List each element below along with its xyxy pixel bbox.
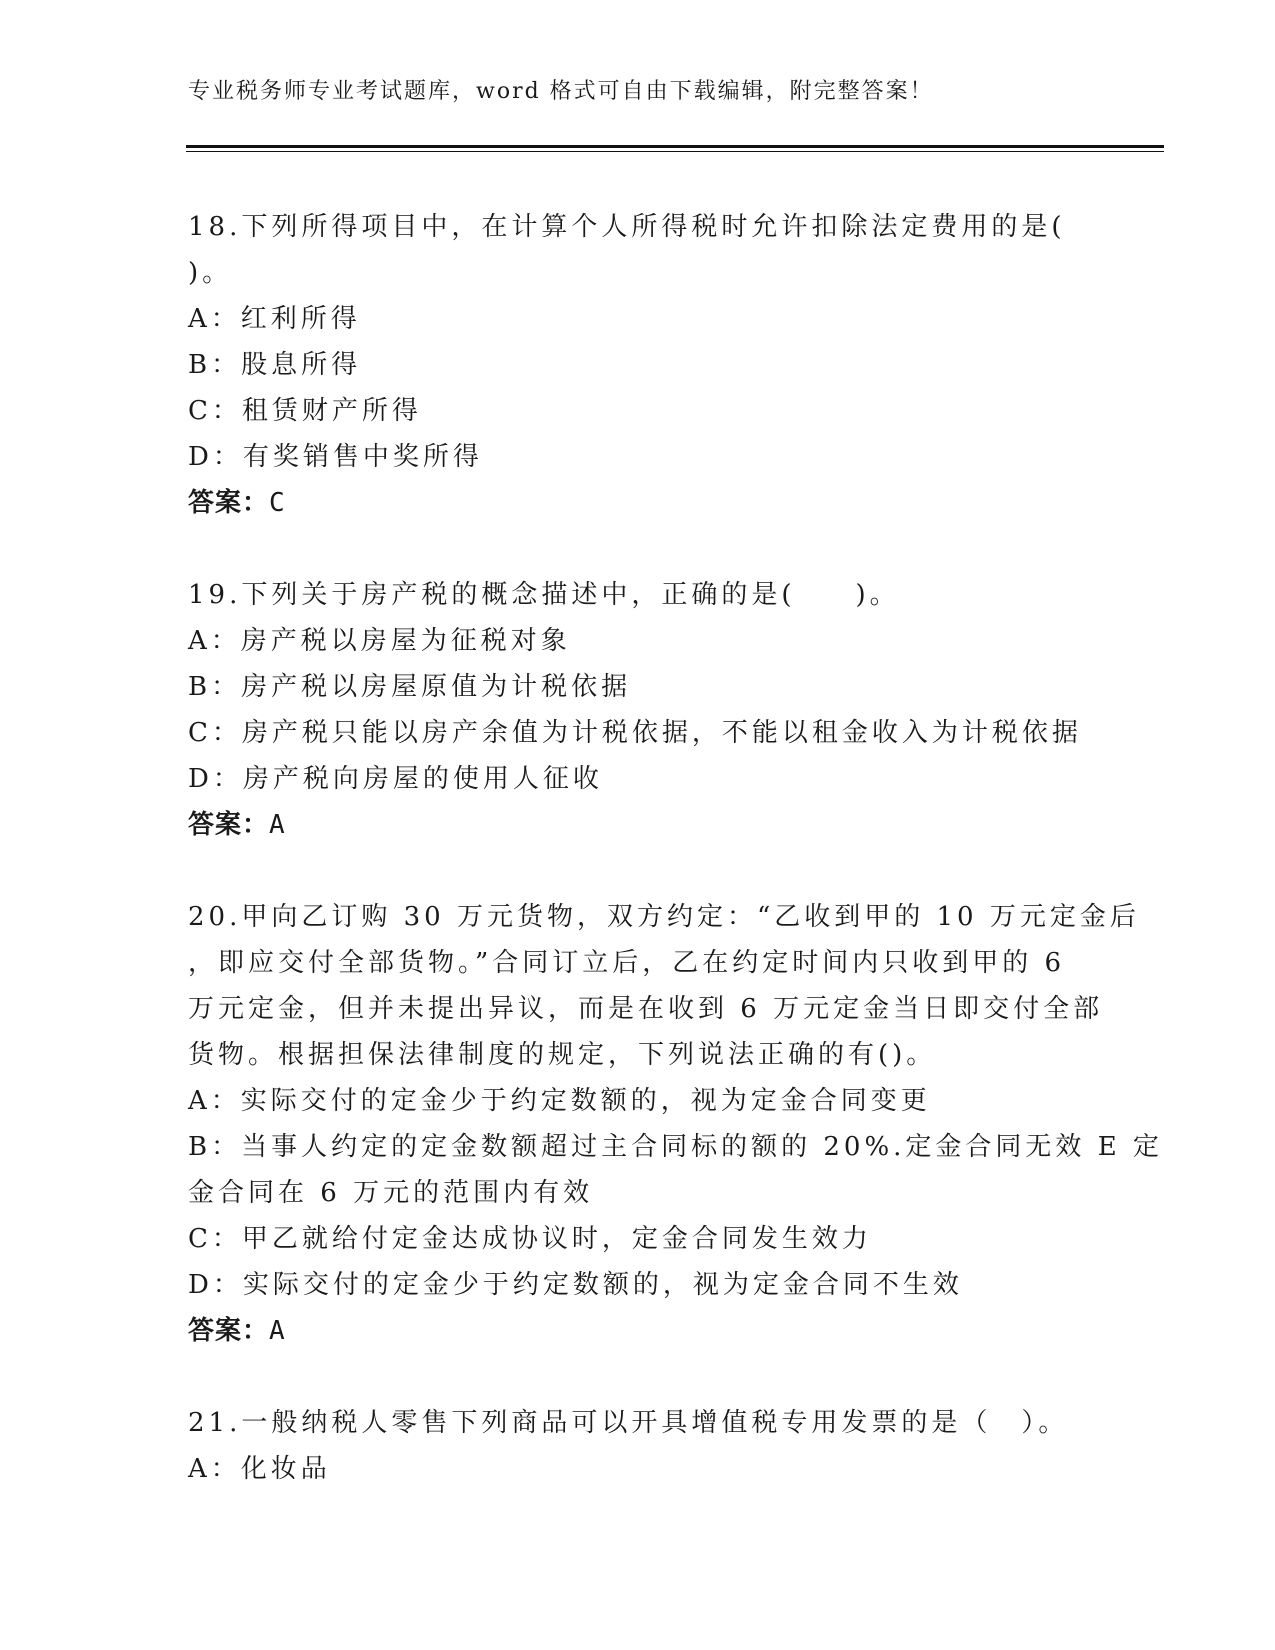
answer-value: C xyxy=(269,488,286,518)
question-text: ，即应交付全部货物。”合同订立后，乙在约定时间内只收到甲的 6 xyxy=(188,948,1066,978)
option-b: B：当事人约定的定金数额超过主合同标的额的 20%.定金合同无效 E 定 xyxy=(188,1132,1163,1162)
answer xyxy=(188,802,1088,848)
answer-label: 答案： xyxy=(188,1316,270,1346)
question-18 xyxy=(188,204,1088,526)
option-d: D：有奖销售中奖所得 xyxy=(188,442,483,472)
question-text: 货物。根据担保法律制度的规定，下列说法正确的有()。 xyxy=(188,1040,937,1070)
page-header: 专业税务师专业考试题库，word 格式可自由下载编辑，附完整答案！ xyxy=(188,79,934,104)
option-c: C：租赁财产所得 xyxy=(188,396,422,426)
answer-label: 答案： xyxy=(188,810,270,840)
option-d: D：实际交付的定金少于约定数额的，视为定金合同不生效 xyxy=(188,1270,963,1300)
answer-value: A xyxy=(269,1316,286,1346)
option-d: D：房产税向房屋的使用人征收 xyxy=(188,764,603,794)
question-list xyxy=(188,204,1163,1538)
option-b: B：股息所得 xyxy=(188,350,362,380)
question-text: 21.一般纳税人零售下列商品可以开具增值税专用发票的是（ ）。 xyxy=(188,1408,1069,1438)
answer xyxy=(188,1308,1088,1354)
answer-value: A xyxy=(269,810,286,840)
header-rule-thin xyxy=(186,151,1164,152)
question-text: 18.下列所得项目中，在计算个人所得税时允许扣除法定费用的是( xyxy=(188,212,1066,242)
question-text: )。 xyxy=(188,258,233,288)
option-c: C：房产税只能以房产余值为计税依据，不能以租金收入为计税依据 xyxy=(188,718,1082,748)
question-19 xyxy=(188,572,1088,848)
question-20 xyxy=(188,894,1163,1354)
option-a: A：红利所得 xyxy=(188,304,361,334)
option-b-continued: 金合同在 6 万元的范围内有效 xyxy=(188,1178,594,1208)
option-a: A：实际交付的定金少于约定数额的，视为定金合同变更 xyxy=(188,1086,931,1116)
answer xyxy=(188,480,1088,526)
question-21 xyxy=(188,1400,1088,1492)
answer-label: 答案： xyxy=(188,488,270,518)
question-text: 20.甲向乙订购 30 万元货物，双方约定：“乙收到甲的 10 万元定金后 xyxy=(188,902,1140,932)
option-a: A：房产税以房屋为征税对象 xyxy=(188,626,571,656)
option-c: C：甲乙就给付定金达成协议时，定金合同发生效力 xyxy=(188,1224,872,1254)
option-a: A：化妆品 xyxy=(188,1454,331,1484)
question-text: 万元定金，但并未提出异议，而是在收到 6 万元定金当日即交付全部 xyxy=(188,994,1104,1024)
question-text: 19.下列关于房产税的概念描述中，正确的是( )。 xyxy=(188,580,900,610)
option-b: B：房产税以房屋原值为计税依据 xyxy=(188,672,632,702)
header-rule-thick xyxy=(186,145,1164,148)
